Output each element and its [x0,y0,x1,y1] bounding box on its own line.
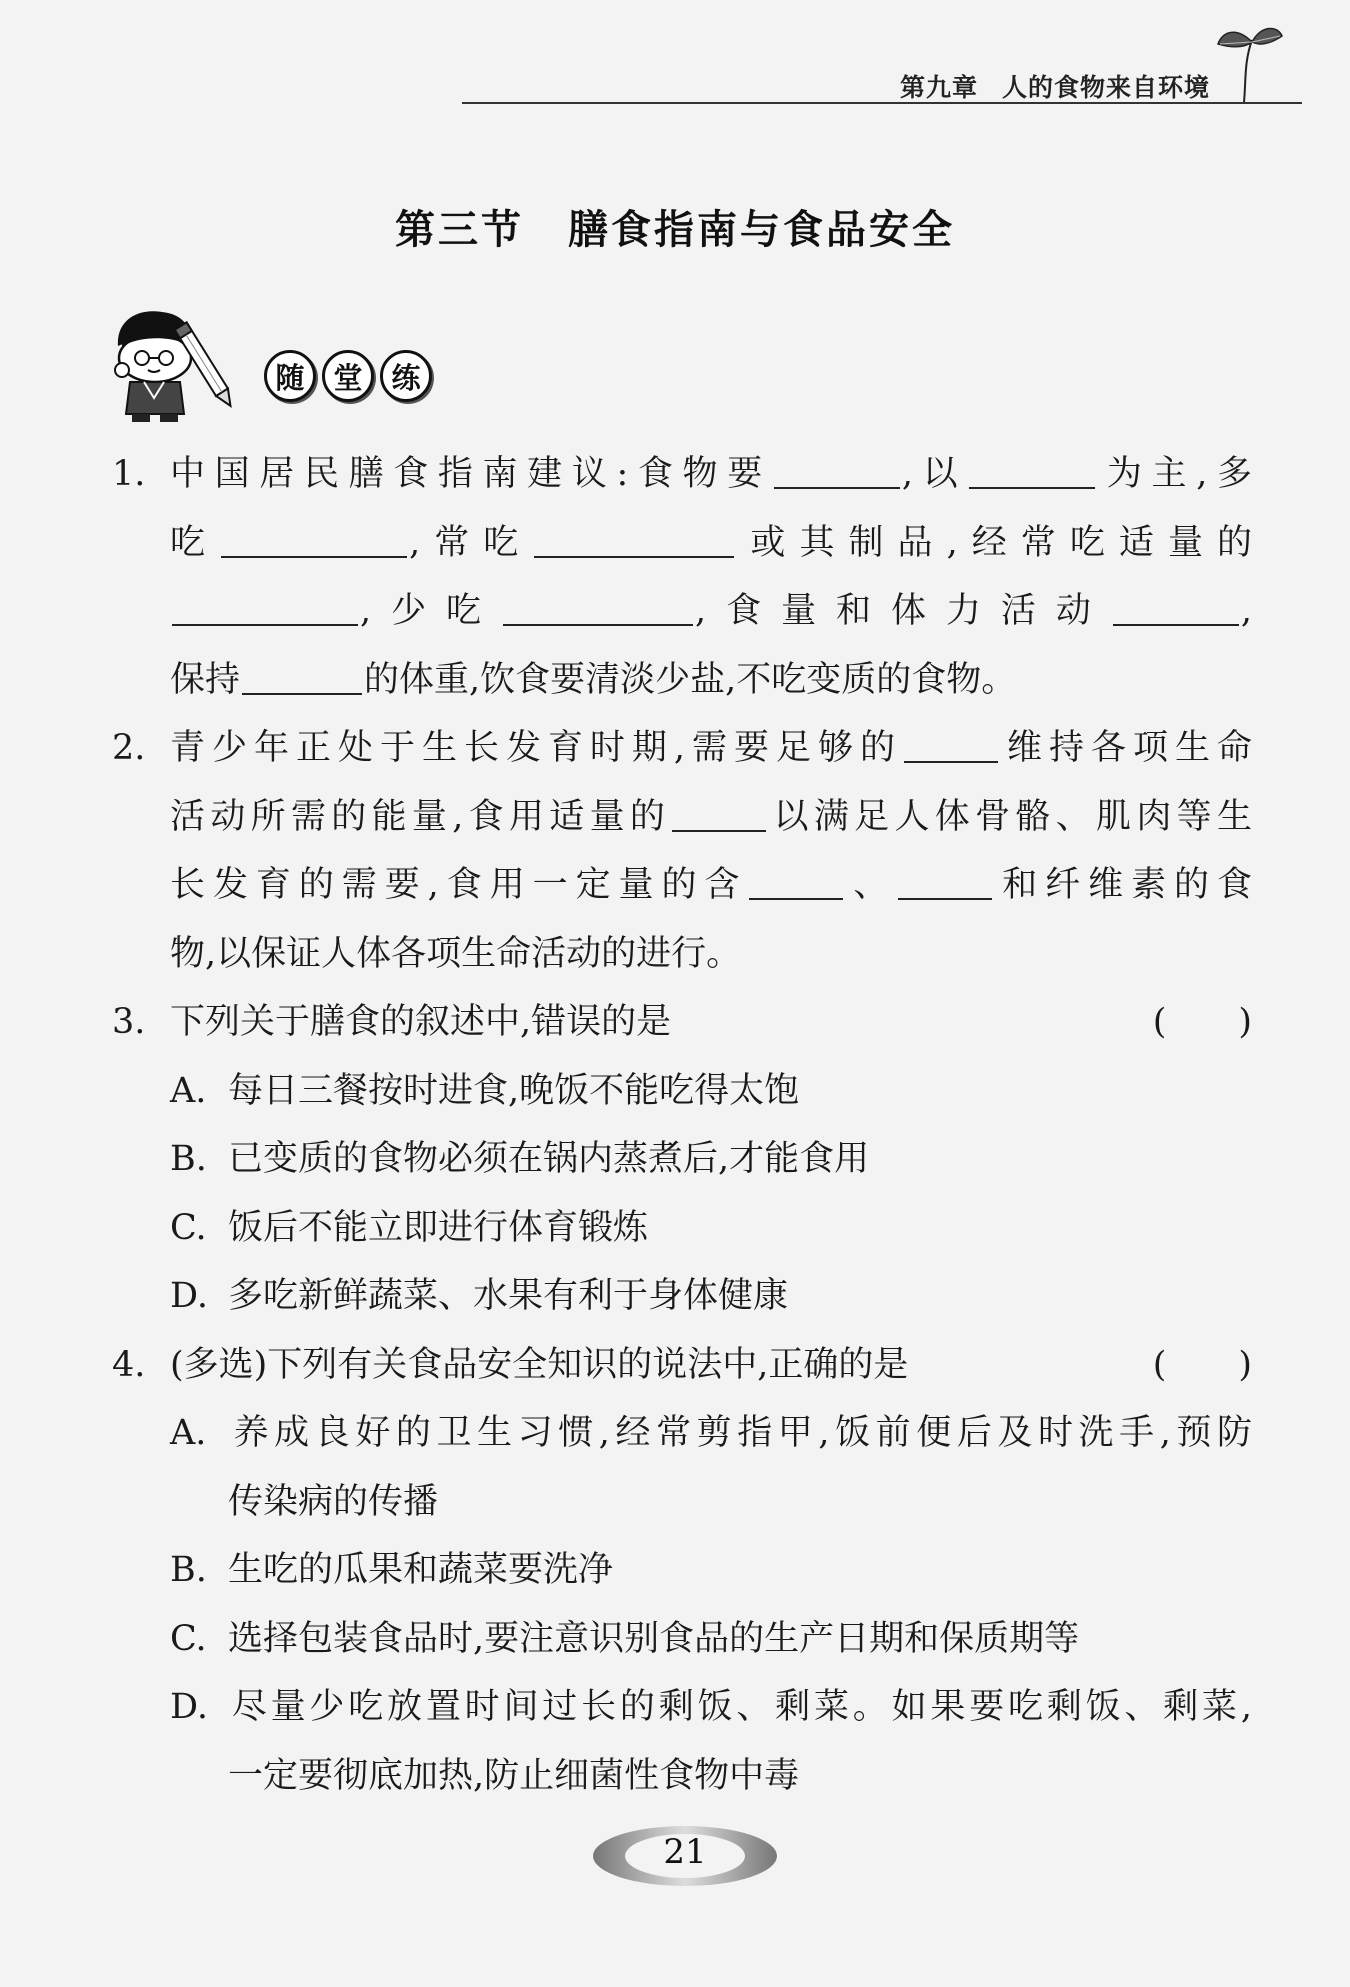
practice-label [264,350,432,402]
option-letter: C. [170,1618,207,1659]
option-text: 每日三餐按时进食,晚饭不能吃得太饱 [228,1070,800,1111]
option-letter: C. [170,1207,207,1248]
question-line [112,646,1252,715]
question-text: ,食量和体力活动 [695,591,1111,631]
bracket-open: ( [1152,1344,1167,1385]
question-text: (多选)下列有关食品安全知识的说法中,正确的是 [170,1344,909,1385]
option-b[interactable] [112,1125,1252,1194]
running-header [462,56,1302,104]
question-text: ,以 [901,454,968,494]
question-text: 吃 [170,522,220,563]
answer-blank[interactable] [172,584,358,626]
banner-char-3: 练 [380,350,432,402]
answer-blank[interactable] [969,447,1095,489]
question-text: 或其制品,经常吃适量的 [736,522,1252,563]
question-text: 保持 [170,659,241,700]
answer-blank[interactable] [774,447,900,489]
question-2 [112,714,1252,988]
question-text: 下列关于膳食的叙述中,错误的是 [170,1002,672,1042]
question-number: 1. [112,454,146,494]
question-text: 维持各项生命 [1000,728,1252,768]
answer-blank[interactable] [672,790,766,832]
option-text: 选择包装食品时,要注意识别食品的生产日期和保质期等 [228,1618,1080,1659]
question-4 [112,1331,1252,1811]
chapter-number: 第九章 [899,73,978,102]
option-b[interactable] [112,1536,1252,1605]
question-text: 的体重,饮食要清淡少盐,不吃变质的食物。 [364,659,1017,700]
question-text: 以满足人体骨骼、肌肉等生 [768,796,1252,837]
option-c[interactable] [112,1605,1252,1674]
question-number: 2. [112,728,146,768]
question-3 [112,988,1252,1331]
question-text: 青少年正处于生长发育时期,需要足够的 [170,728,903,768]
answer-blank[interactable] [221,516,407,558]
answer-blank[interactable] [1113,584,1239,626]
option-a[interactable] [112,1399,1252,1468]
chapter-label [900,68,1210,104]
bracket-open: ( [1152,1002,1167,1042]
question-text: 、 [845,865,897,905]
answer-bracket[interactable] [1153,988,1252,1057]
answer-bracket[interactable] [1153,1331,1252,1400]
answer-blank[interactable] [503,584,693,626]
option-text: 尽量少吃放置时间过长的剩饭、剩菜。如果要吃剩饭、剩菜, [228,1687,1252,1727]
section-number: 第三节 [395,207,524,253]
answer-blank[interactable] [749,858,843,900]
question-number: 4. [112,1344,146,1385]
option-d[interactable] [112,1673,1252,1742]
question-text: 为主,多 [1097,454,1252,494]
question-text: ,少吃 [360,591,502,631]
question-line [112,509,1252,578]
bracket-close: ) [1238,1002,1252,1042]
option-text: 多吃新鲜蔬菜、水果有利于身体健康 [228,1276,789,1316]
question-line [112,577,1252,646]
option-a[interactable] [112,1057,1252,1126]
option-letter: D. [170,1276,208,1316]
question-line [112,440,1252,509]
option-letter: A. [170,1413,207,1453]
practice-banner [108,308,468,428]
question-text: 活动所需的能量,食用适量的 [170,796,671,837]
question-stem [112,988,1252,1057]
question-line [112,783,1252,852]
option-c[interactable] [112,1194,1252,1263]
question-line [112,920,1252,989]
bracket-close: ) [1238,1344,1252,1385]
question-line [112,851,1252,920]
question-line [112,714,1252,783]
question-text: 长发育的需要,食用一定量的含 [170,865,748,905]
question-text: ,常吃 [409,522,533,563]
exercise-list [112,440,1252,1810]
section-title [0,198,1350,255]
option-d[interactable] [112,1262,1252,1331]
option-text: 饭后不能立即进行体育锻炼 [228,1207,649,1248]
chapter-title: 人的食物来自环境 [1001,73,1210,102]
banner-char-1: 随 [264,350,316,402]
question-text: 和纤维素的食 [994,865,1252,905]
question-1 [112,440,1252,714]
question-number: 3. [112,1002,146,1042]
banner-char-2: 堂 [322,350,374,402]
leaf-icon [1214,22,1284,104]
answer-blank[interactable] [242,653,362,695]
option-a-continued: 传染病的传播 [228,1481,439,1522]
option-letter: A. [170,1070,207,1111]
section-name: 膳食指南与食品安全 [568,207,955,253]
option-letter: B. [170,1550,207,1590]
answer-blank[interactable] [904,721,998,763]
question-text: 物,以保证人体各项生命活动的进行。 [170,933,742,974]
question-text: , [1240,591,1252,631]
student-with-pencil-icon [108,308,238,426]
option-letter: D. [170,1687,208,1727]
answer-blank[interactable] [898,858,992,900]
option-text: 已变质的食物必须在锅内蒸煮后,才能食用 [228,1139,870,1179]
header-rule [462,102,1302,104]
question-text: 中国居民膳食指南建议:食物要 [170,454,772,494]
question-stem [112,1331,1252,1400]
option-d-continued: 一定要彻底加热,防止细菌性食物中毒 [228,1755,800,1796]
page-number-badge [590,1818,780,1894]
page-number: 21 [663,1832,707,1872]
answer-blank[interactable] [534,516,734,558]
option-text: 生吃的瓜果和蔬菜要洗净 [228,1550,614,1590]
option-text: 养成良好的卫生习惯,经常剪指甲,饭前便后及时洗手,预防 [228,1413,1252,1453]
option-letter: B. [170,1139,207,1179]
